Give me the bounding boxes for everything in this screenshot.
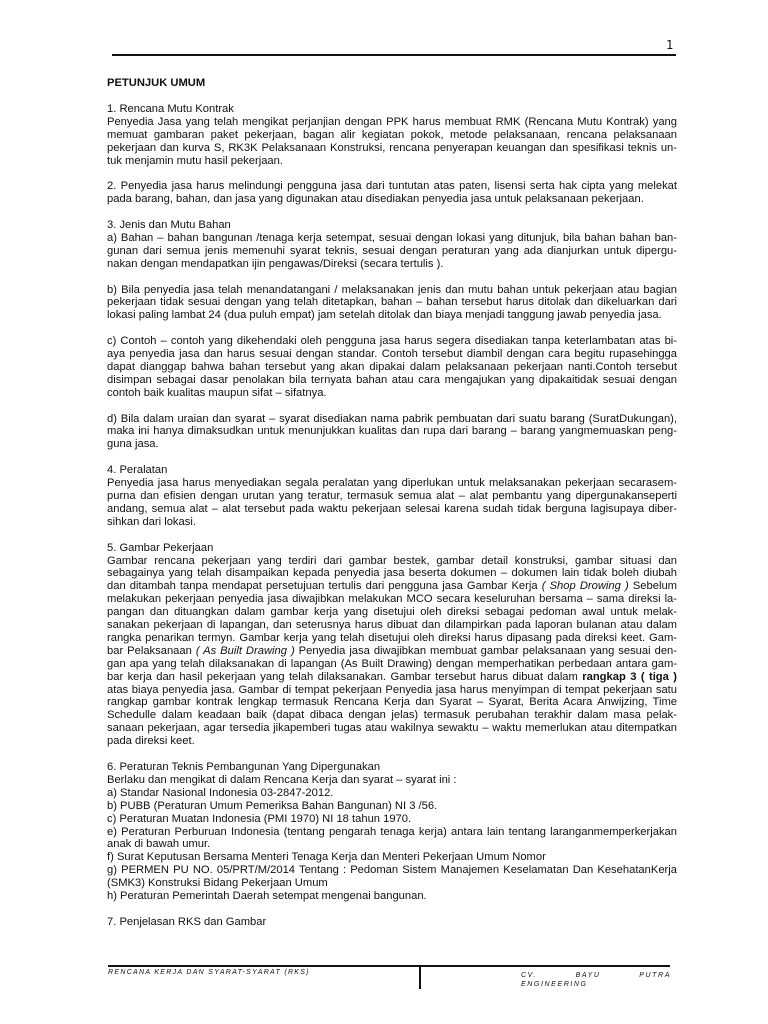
section-4 xyxy=(107,464,677,529)
footer-company xyxy=(521,971,671,989)
section-6 xyxy=(107,761,677,903)
section-5 xyxy=(107,542,677,749)
section-2: 2. Penyedia jasa harus melindungi pengguna jasa dari tuntutan atas paten, lisensi serta hak cipta yang melekat pada barang, bahan, dan jasa yang digunakan atau disediakan penyedia jasa untuk pelaksanaan pekerjaan. xyxy=(107,180,677,206)
section-3-c: c) Contoh – contoh yang dikehendaki oleh pengguna jasa harus segera disediakan tanpa keterlambatan atas bi-aya penyedia jasa dan harus sesuai dengan standar. Contoh tersebut diambil dengan cara begitu rupasehingga dapat dianggap bahwa bahan tersebut yang akan dipakai dalam pelaksanaan pekerjaan nanti.Contoh tersebut disimpan sebagai dasar penolakan bila ternyata bahan atau cara mengajukan yang dipakaitidak sesuai dengan contoh baik kualitas maupun sifat – sifatnya. xyxy=(107,335,677,399)
regulation-item: a) Standar Nasional Indonesia 03-2847-2012. xyxy=(107,786,334,799)
regulation-item: h) Peraturan Pemerintah Daerah setempat mengenai bangunan. xyxy=(107,890,427,903)
regulation-item: g) PERMEN PU NO. 05/PRT/M/2014 Tentang : Pedoman Sistem Manajemen Keselamatan Dan KesehatanKerja (SMK3) Konstruksi Bidang Pekerjaan Umum xyxy=(107,864,677,890)
section-6-intro: Berlaku dan mengikat di dalam Rencana Kerja dan syarat – syarat ini : xyxy=(107,773,457,786)
section-6-heading: 6. Peraturan Teknis Pembangunan Yang Dipergunakan xyxy=(107,761,381,773)
header-rule xyxy=(112,54,676,56)
section-3 xyxy=(107,219,677,271)
section-7-heading: 7. Penjelasan RKS dan Gambar xyxy=(107,915,267,928)
regulation-item: b) PUBB (Peraturan Umum Pemeriksa Bahan Bangunan) NI 3 /56. xyxy=(107,799,438,812)
page-title: PETUNJUK UMUM xyxy=(107,77,206,89)
section-1 xyxy=(107,103,677,168)
footer-company-bayu: BAYU xyxy=(575,972,601,979)
section-3-d: d) Bila dalam uraian dan syarat – syarat disediakan nama pabrik pembuatan dari suatu barang (SuratDukungan), maka ini hanya dimaksudkan untuk menunjukkan kualitas dan rupa dari barang – barang yangmemuaskan peng-guna jasa. xyxy=(107,412,677,451)
footer-divider xyxy=(419,967,421,989)
section-4-heading: 4. Peralatan xyxy=(107,464,168,477)
footer-rule xyxy=(108,965,670,967)
section-3-b: b) Bila penyedia jasa telah menandatangani / melaksanakan jenis dan mutu bahan untuk pekerjaan atau bagian pekerjaan tidak sesuai dengan yang telah ditetapkan, bahan – bahan tersebut harus ditolak dan dikeluarkan dari lokasi paling lambat 24 (dua puluh empat) jam setelah ditolak dan biaya menjadi tanggung jawab penyedia jasa. xyxy=(107,283,677,322)
footer-company-engineering: ENGINEERING xyxy=(521,981,588,988)
section-3-heading: 3. Jenis dan Mutu Bahan xyxy=(107,219,231,232)
document-body xyxy=(107,77,677,942)
section-4-body: Penyedia jasa harus menyediakan segala peralatan yang diperlukan untuk melaksanakan pekerjaan secarasem-purna dan efisien dengan urutan yang teratur, termasuk semua alat – alat pembantu yang dipergunakanseperti andang, semua alat – alat tersebut pada waktu pekerjaan selesai karena sudah tidak berguna lagisupaya diber-sihkan dari lokasi. xyxy=(107,477,677,528)
footer-company-putra: PUTRA xyxy=(639,972,671,979)
section-5-text-2: Sebelum melakukan pekerjaan penyedia jasa diwajibkan melakukan MCO secara keseluruhan bersama – sama direksi la-pangan dan dituangkan dalam gambar kerja yang disetujui oleh direksi sebagai pedoman awal untuk melak-sanakan pekerjaan di lapangan, dan seterusnya harus dibuat dan dilampirkan pada laporan bulanan atau dalam rangka penarikan termyn. Gambar kerja yang telah disetujui oleh direksi harus dipasang pada direksi keet. Gam-bar Pelaksanaan xyxy=(107,580,677,657)
regulation-item: f) Surat Keputusan Bersama Menteri Tenaga Kerja dan Menteri Pekerjaan Umum Nomor xyxy=(107,851,546,864)
page-number: 1 xyxy=(666,38,674,52)
section-1-body: Penyedia Jasa yang telah mengikat perjanjian dengan PPK harus membuat RMK (Rencana Mutu Kontrak) yang memuat gambaran paket pekerjaan, bagan alir kegiatan pokok, metode pelaksanaan, rencana pelaksanaan pekerjaan dan kurva S, RK3K Pelaksanaan Konstruksi, rencana penyerapan keuangan dan spesifikasi teknis un-tuk menjamin mutu hasil pekerjaan. xyxy=(107,115,677,167)
regulation-item: e) Peraturan Perburuan Indonesia (tentang pengarah tenaga kerja) antara lain tentang laranganmemperkerjakan anak di bawah umur. xyxy=(107,825,677,851)
section-5-text-4: atas biaya penyedia jasa. Gambar di tempat pekerjaan Penyedia jasa harus menyimpan di tempat pekerjaan satu rangkap gambar kontrak lengkap termasuk Rencana Kerja dan Syarat – Syarat, Berita Acara Anwijzing, Time Schedulle dalam keadaan baik (dapat dibaca dengan jelas) termasuk perubahan terakhir dalam masa pelak-sanaan pekerjaan, agar tersedia jikapemberi tugas atau wakilnya sewaktu – waktu memerlukan atau ditempatkan pada direksi keet. xyxy=(107,683,677,748)
as-built-drawing-term: ( As Built Drawing ) xyxy=(195,644,295,657)
footer-company-cv: CV. xyxy=(521,972,537,979)
section-5-text-1: Gambar rencana pekerjaan yang terdiri dari gambar bestek, gambar detail konstruksi, gambar situasi dan sebagainya yang telah disampaikan kepada penyedia jasa beserta dokumen – dokumen lain tidak boleh diubah dan ditambah tanpa mendapat persetujuan tertulis dari pengguna jasa Gambar Kerja xyxy=(107,554,677,593)
section-3-a: a) Bahan – bahan bangunan /tenaga kerja setempat, sesuai dengan lokasi yang ditunjuk, bila bahan bahan ban-gunan dari semua jenis memenuhi syarat teknis, sesuai dengan peraturan yang ada dianjurkan untuk dipergu-nakan dengan mendapatkan ijin pengawas/Direksi (secara tertulis ). xyxy=(107,231,677,270)
section-5-heading: 5. Gambar Pekerjaan xyxy=(107,541,214,554)
section-5-text-3: Penyedia jasa diwajibkan membuat gambar pelaksanaan yang sesuai den-gan apa yang telah dilaksanakan di lapangan (As Built Drawing) dengan memperhatikan perbedaan antara gam-bar kerja dan hasil pekerjaan yang telah dilaksanakan. Gambar tersebut harus dibuat dalam xyxy=(107,644,677,683)
footer-document-title: RENCANA KERJA DAN SYARAT-SYARAT (RKS) xyxy=(108,969,310,976)
shop-drawing-term: ( Shop Drowing ) xyxy=(541,580,629,593)
rangkap-tiga-term: rangkap 3 ( tiga ) xyxy=(582,670,677,683)
regulation-item: c) Peraturan Muatan Indonesia (PMI 1970) NI 18 tahun 1970. xyxy=(107,812,412,825)
section-1-heading: 1. Rencana Mutu Kontrak xyxy=(107,102,234,115)
